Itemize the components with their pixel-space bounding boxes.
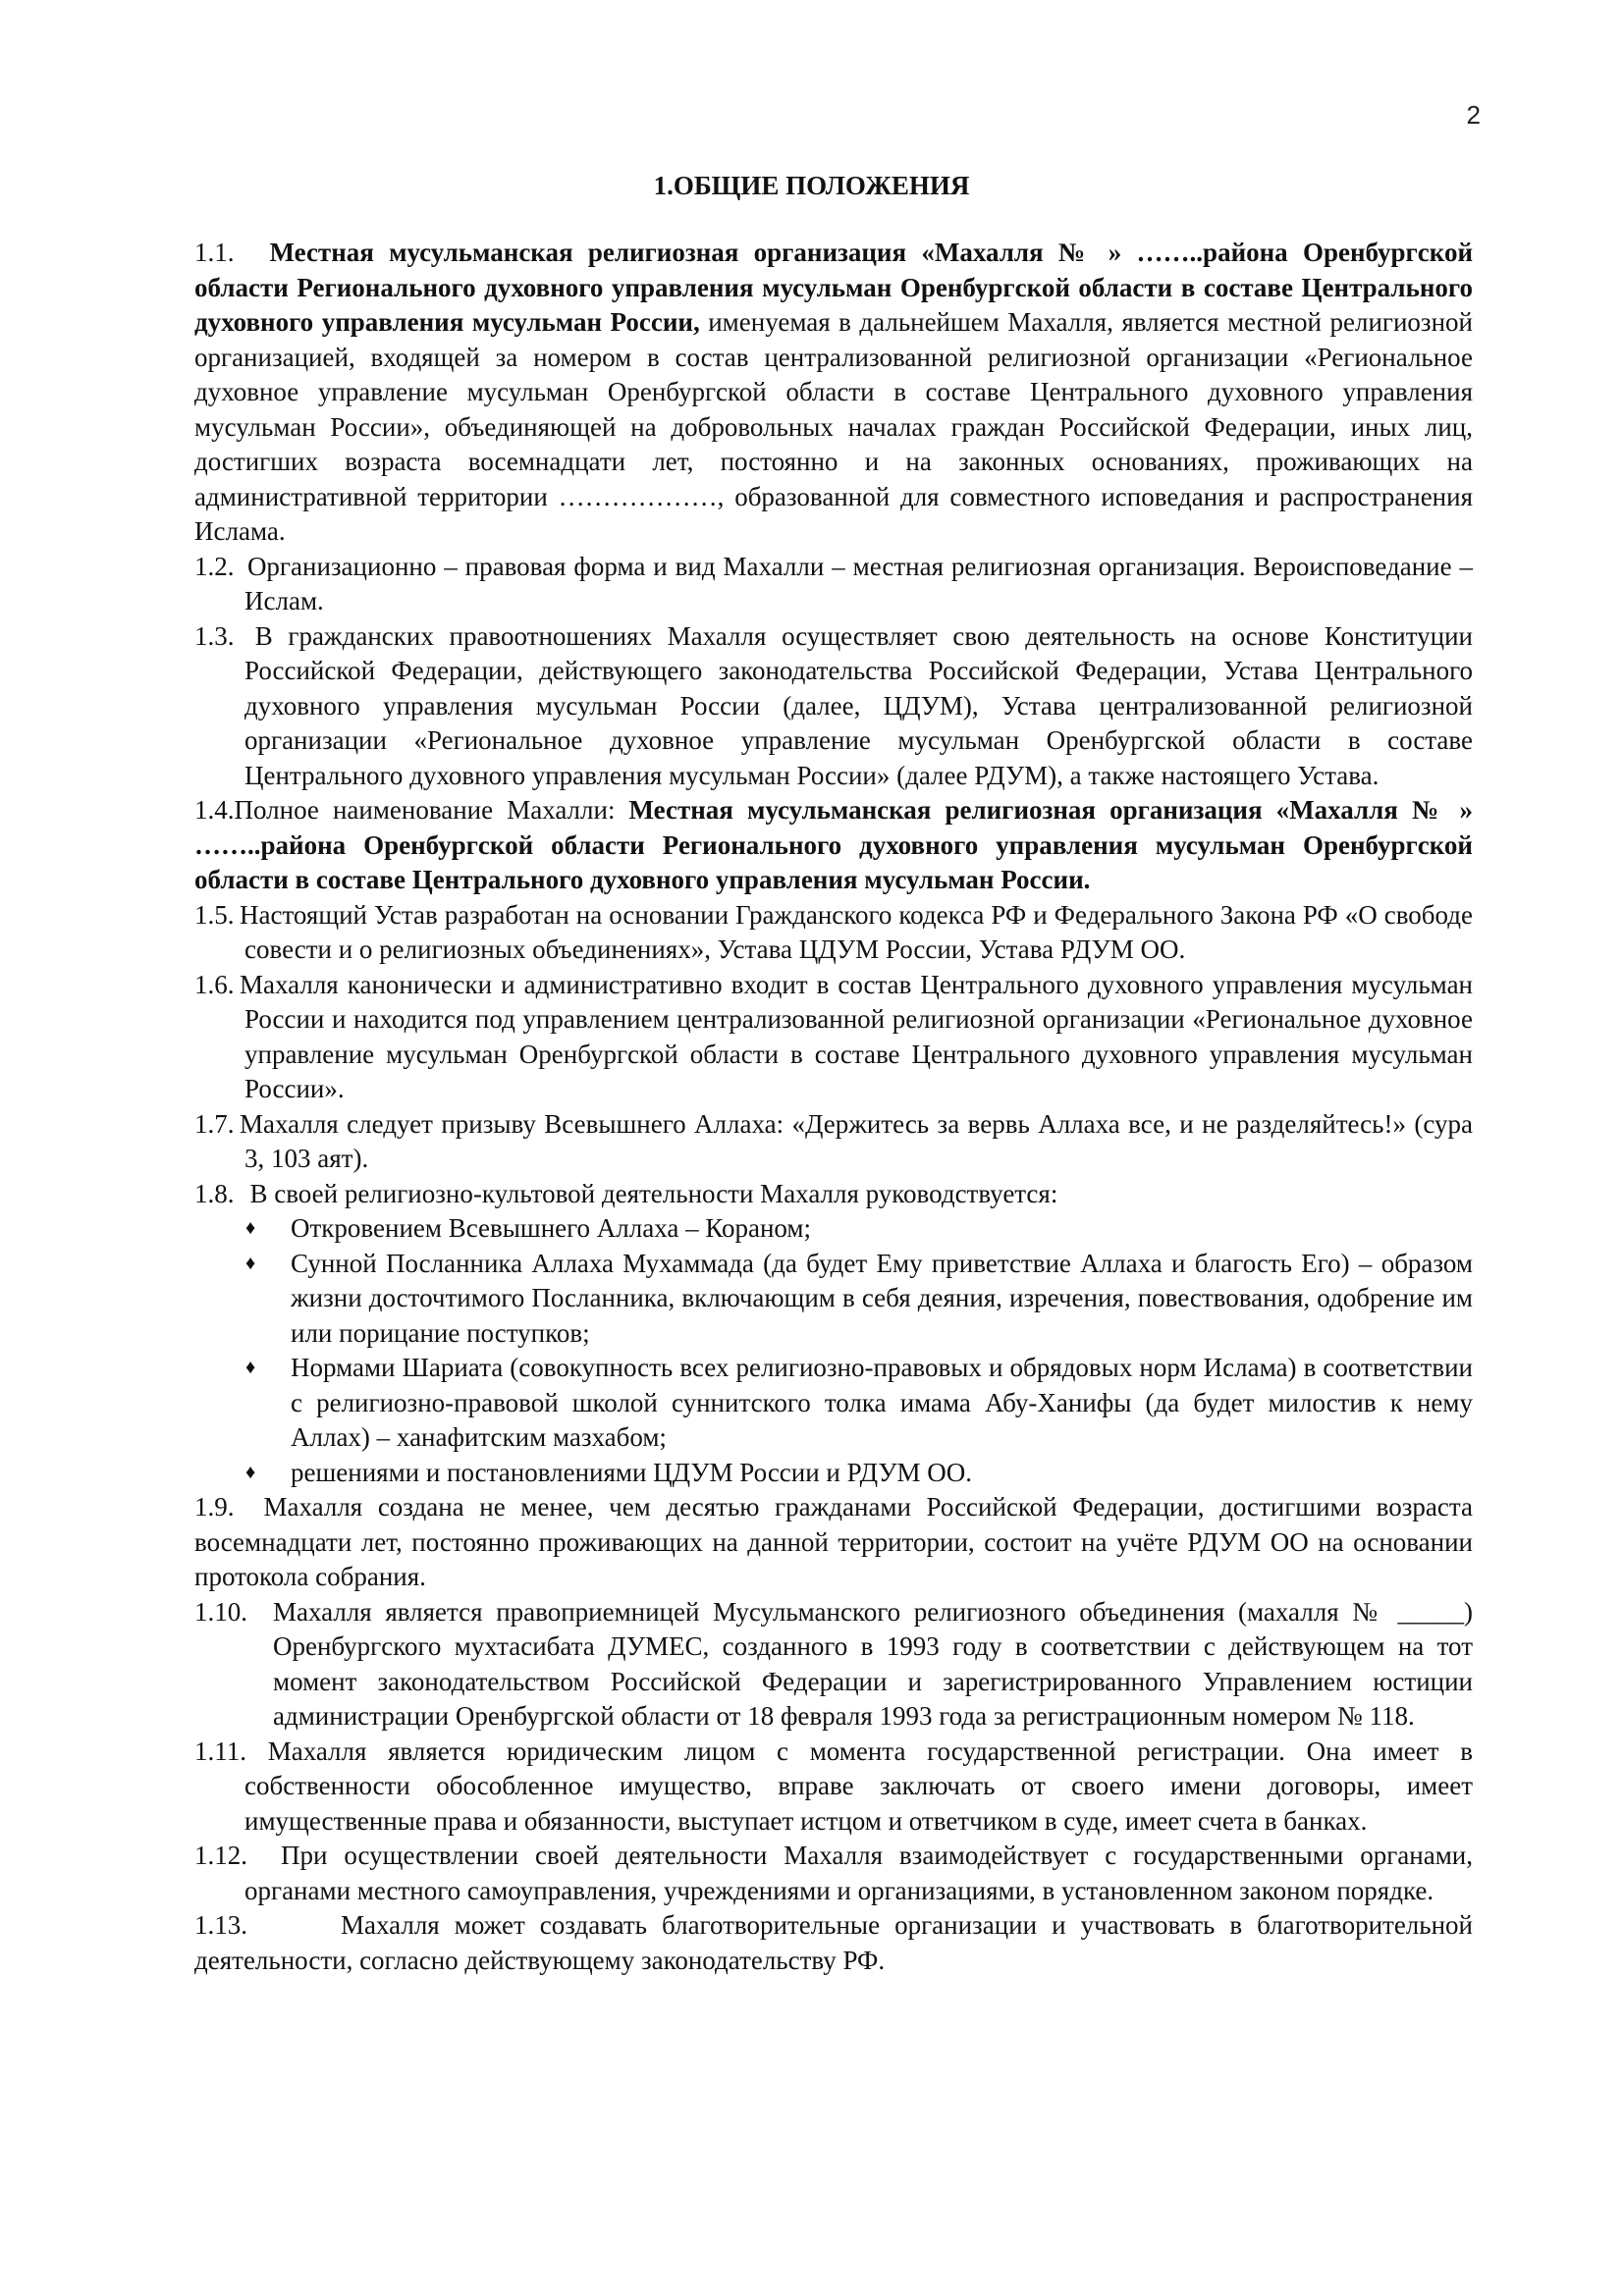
clause-1-3: [194, 619, 1473, 794]
diamond-bullet-icon: ♦: [245, 1461, 256, 1483]
clause-1-5: [194, 898, 1473, 968]
clause-number: 1.9.: [194, 1492, 235, 1522]
clause-1-11: [194, 1735, 1473, 1840]
clause-1-7: [194, 1107, 1473, 1177]
clause-1-2: [194, 550, 1473, 619]
document-body: [194, 236, 1473, 1978]
clause-1-12: [194, 1839, 1473, 1908]
section-title: 1.ОБЩИЕ ПОЛОЖЕНИЯ: [653, 171, 970, 200]
clause-1-9: [194, 1490, 1473, 1595]
clause-text: В гражданских правоотношениях Махалля осуществляет свою деятельность на основе Конституции Российской Федерации, действующего законодательства Российской Федерации, Устава Центрального духовного управления мусульман России (далее, ЦДУМ), Устава централизованной религиозной организации «Региональное духовное управление мусульман Оренбургской области в составе Центрального духовного управления мусульман России» (далее РДУМ), а также настоящего Устава.: [244, 620, 1473, 790]
clause-text: именуемая в дальнейшем Махалля, является местной религиозной организацией, входящей за номером в состав централизованной религиозной организации «Региональное духовное управление мусульман Оренбургской области в составе Центрального духовного управления мусульман России», объединяющей на добровольных началах граждан Российской Федерации, иных лиц, достигших возраста восемнадцати лет, постоянно и на законных основаниях, проживающих на административной территории ………………, образованной для совместного исповедания и распространения Ислама.: [194, 307, 1473, 546]
clause-text: Махалля является правоприемницей Мусульманского религиозного объединения (махалля № _____) Оренбургского мухтасибата ДУМЕС, созданного в 1993 году в соответствии с действующем на тот момент законодательством Российской Федерации и зарегистрированного Управлением юстиции администрации Оренбургской области от 18 февраля 1993 года за регистрационным номером № 118.: [273, 1596, 1473, 1731]
diamond-bullet-icon: ♦: [245, 1357, 256, 1378]
clause-text: Махалля является юридическим лицом с момента государственной регистрации. Она имеет в собственности обособленное имущество, вправе заключать от своего имени договоры, имеет имущественные права и обязанности, выступает истцом и ответчиком в суде, имеет счета в банках.: [244, 1735, 1473, 1836]
clause-1-4: [194, 793, 1473, 898]
clause-1-13: [194, 1908, 1473, 1978]
clause-text: Махалля создана не менее, чем десятью гражданами Российской Федерации, достигшими возраста восемнадцати лет, постоянно проживающих на данной территории, состоит на учёте РДУМ ОО на основании протокола собрания.: [194, 1492, 1473, 1591]
clause-1-1: [194, 236, 1473, 550]
clause-1-8: [194, 1177, 1473, 1212]
clause-bold-text: Местная мусульманская религиозная организация «Махалля № » ……..района Оренбургской области Регионального духовного управления мусульман Оренбургской области в составе Центрального духовного управления мусульман России.: [194, 795, 1474, 894]
clause-number: 1.8.: [194, 1178, 235, 1208]
clause-text: Настоящий Устав разработан на основании Гражданского кодекса РФ и Федерального Закона РФ «О свободе совести и о религиозных объединениях», Устава ЦДУМ России, Устава РДУМ ОО.: [240, 899, 1473, 964]
clause-number: 1.5.: [194, 899, 235, 930]
clause-text: Махалля канонически и административно входит в состав Центрального духовного управления мусульман России и находится под управлением централизованной религиозной организации «Региональное духовное управление мусульман Оренбургской области в составе Центрального духовного управления мусульман России».: [240, 969, 1473, 1103]
page-number: 2: [1466, 100, 1481, 130]
clause-text: При осуществлении своей деятельности Махалля взаимодействует с государственными органами, органами местного самоуправления, учреждениями и организациями, в установленном законом порядке.: [244, 1841, 1473, 1905]
diamond-bullet-icon: ♦: [245, 1217, 256, 1239]
clause-number: 1.13.: [194, 1910, 247, 1940]
clause-number: 1.2.: [194, 551, 235, 581]
clause-lead: 1.4.Полное наименование Махалли:: [194, 795, 629, 825]
clause-number: 1.3.: [194, 620, 235, 651]
clause-number: 1.11.: [194, 1735, 246, 1766]
clause-number: 1.12.: [194, 1841, 247, 1870]
list-item: ♦ Сунной Посланника Аллаха Мухаммада (да будет Ему приветствие Аллаха и благость Его) – образом жизни досточтимого Посланника, включающим в себя деяния, изречения, повествования, одобрение им или порицание поступков;: [245, 1248, 1473, 1348]
clause-number: 1.6.: [194, 969, 235, 999]
clause-number: 1.1.: [194, 238, 235, 267]
clause-text: В своей религиозно-культовой деятельности Махалля руководствуется:: [249, 1178, 1058, 1208]
list-item: ♦ Откровением Всевышнего Аллаха – Кораном;: [245, 1211, 1473, 1247]
clause-number: 1.10.: [194, 1596, 247, 1627]
diamond-bullet-icon: ♦: [245, 1252, 256, 1274]
list-item: ♦ решениями и постановлениями ЦДУМ России и РДУМ ОО.: [245, 1456, 1473, 1491]
clause-text: Махалля может создавать благотворительные организации и участвовать в благотворительной деятельности, согласно действующему законодательству РФ.: [194, 1910, 1473, 1975]
clause-bold-text: Местная мусульманская религиозная организация «Махалля № » ……..района Оренбургской области Регионального духовного управления мусульман Оренбургской области в составе Центрального духовного управления мусульман России,: [194, 238, 1473, 337]
guidance-list: [194, 1211, 1473, 1490]
clause-number: 1.7.: [194, 1108, 235, 1139]
clause-1-10: [194, 1595, 1473, 1735]
clause-text: Махалля следует призыву Всевышнего Аллаха: «Держитесь за вервь Аллаха все, и не разделяйтесь!» (сура 3, 103 аят).: [240, 1108, 1473, 1173]
clause-text: Организационно – правовая форма и вид Махалли – местная религиозная организация. Вероисповедание – Ислам.: [244, 551, 1474, 615]
clause-1-6: [194, 968, 1473, 1107]
list-item: ♦ Нормами Шариата (совокупность всех религиозно-правовых и обрядовых норм Ислама) в соответствии с религиозно-правовой школой суннитского толка имама Абу-Ханифы (да будет милостив к нему Аллах) – ханафитским мазхабом;: [245, 1353, 1473, 1452]
